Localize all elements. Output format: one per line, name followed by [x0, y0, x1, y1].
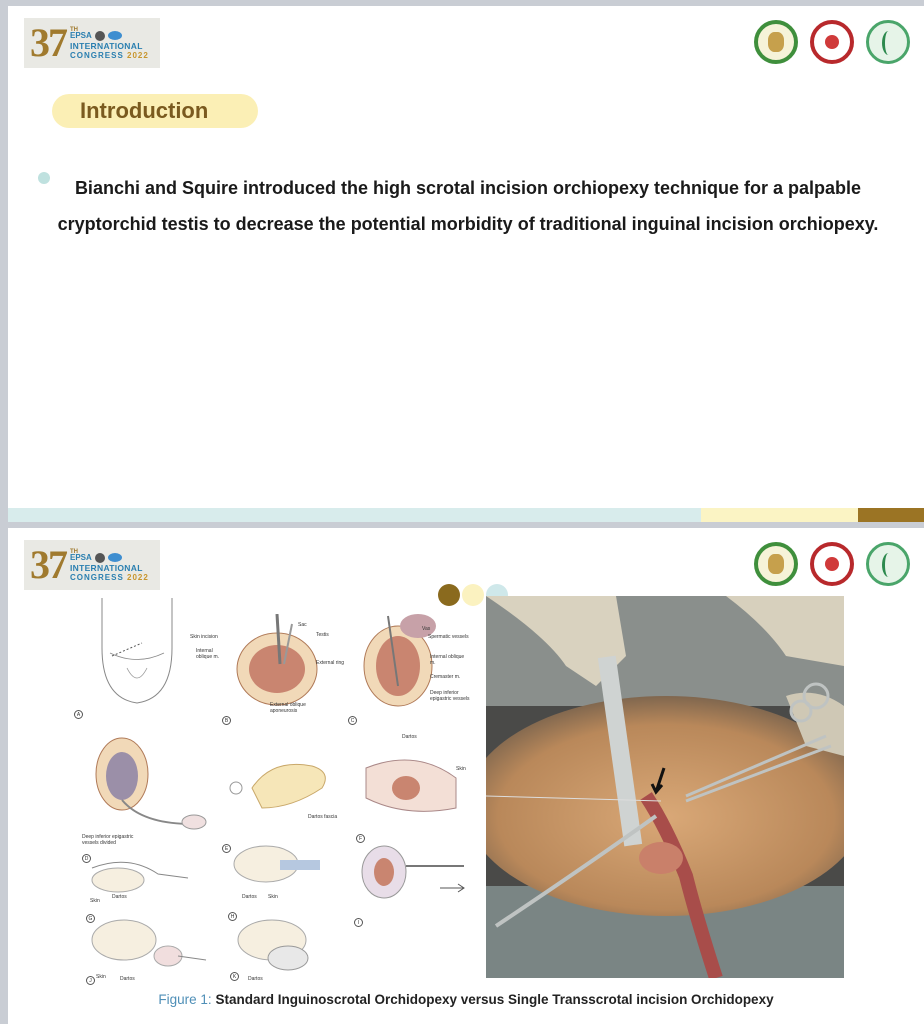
figure-caption — [8, 992, 924, 1007]
label-skin-j: Skin — [96, 974, 106, 980]
panel-letter: D — [82, 854, 91, 863]
panel-d-figure — [82, 734, 212, 834]
label-dartos-fascia: Dartos fascia — [308, 814, 338, 820]
intro-paragraph: Bianchi and Squire introduced the high scrotal incision orchiopexy technique for a palpable cryptorchid testis to decrease the potential morbidity of traditional inguinal incision orchiopexy. — [57, 178, 879, 234]
label-cremaster: Cremaster m. — [430, 674, 461, 680]
seal-teal-icon — [866, 542, 910, 586]
caption-text: Standard Inguinoscrotal Orchidopexy versus Single Transscrotal incision Orchidopexy — [215, 992, 774, 1007]
partner-seals — [754, 20, 910, 64]
label-external-oblique: External oblique aponeurosis — [270, 702, 306, 714]
label-vas: Vas — [422, 626, 431, 632]
panel-letter: H — [228, 912, 237, 921]
panel-g-figure — [88, 854, 198, 904]
caption-label: Figure 1: — [158, 992, 212, 1007]
seal-green-icon — [754, 20, 798, 64]
mini-globe-icon — [108, 31, 122, 40]
panel-h-figure — [230, 838, 340, 898]
logo-congress-word: CONGRESS — [70, 572, 124, 582]
seal-green-icon — [754, 542, 798, 586]
congress-logo — [24, 540, 160, 590]
mini-globe-icon — [108, 553, 122, 562]
panel-letter: J — [86, 976, 95, 985]
mini-seal-icon — [95, 31, 105, 41]
logo-international: INTERNATIONAL — [70, 40, 143, 51]
label-external-ring: External ring — [316, 660, 345, 666]
seal-red-crescent-icon — [810, 20, 854, 64]
panel-i-figure — [354, 838, 474, 908]
panel-letter: C — [348, 716, 357, 725]
label-internal-oblique-2: Internal oblique m. — [430, 654, 465, 666]
panel-letter: G — [86, 914, 95, 923]
panel-letter: A — [74, 710, 83, 719]
footer-color-bar — [8, 508, 924, 522]
panel-letter: F — [356, 834, 365, 843]
panel-f-figure — [356, 738, 466, 828]
panel-j-figure — [88, 916, 208, 976]
logo-year: 2022 — [127, 50, 149, 60]
label-internal-oblique: Internal oblique m. — [196, 648, 220, 660]
label-vessels-divided: Deep inferior epigastric vessels divided — [82, 834, 134, 846]
panel-letter: B — [222, 716, 231, 725]
label-skin: Skin — [456, 766, 466, 772]
panel-a-figure — [82, 598, 192, 708]
logo-number: 37 — [30, 542, 66, 587]
panel-k-figure — [232, 916, 342, 976]
seal-teal-icon — [866, 20, 910, 64]
logo-international: INTERNATIONAL — [70, 562, 143, 573]
label-skin-g: Skin — [90, 898, 100, 904]
logo-ordinal: TH — [70, 26, 78, 33]
logo-epsa: EPSA — [70, 31, 92, 40]
partner-seals — [754, 542, 910, 586]
surgical-steps-illustration — [72, 598, 474, 990]
label-spermatic-vessels: Spermatic vessels — [428, 634, 469, 640]
mini-seal-icon — [95, 553, 105, 563]
logo-number: 37 — [30, 20, 66, 65]
slide-introduction — [8, 6, 924, 522]
logo-epsa: EPSA — [70, 553, 92, 562]
panel-e-figure — [222, 748, 342, 818]
panel-letter: E — [222, 844, 231, 853]
panel-letter: K — [230, 972, 239, 981]
panel-letter: I — [354, 918, 363, 927]
slide-figure — [8, 528, 924, 1024]
logo-ordinal: TH — [70, 548, 78, 555]
label-dartos-g: Dartos — [112, 894, 127, 900]
label-deep-inferior: Deep inferior epigastric vessels — [430, 690, 470, 702]
label-dartos: Dartos — [402, 734, 417, 740]
seal-red-crescent-icon — [810, 542, 854, 586]
label-testis: Testis — [316, 632, 329, 638]
label-dartos-j: Dartos — [120, 976, 135, 982]
operative-photo — [486, 596, 844, 978]
label-dartos-h: Dartos — [242, 894, 257, 900]
logo-year: 2022 — [127, 572, 149, 582]
label-skin-h: Skin — [268, 894, 278, 900]
label-dartos-k: Dartos — [248, 976, 263, 982]
logo-congress-word: CONGRESS — [70, 50, 124, 60]
label-skin-incision: Skin incision — [190, 634, 218, 640]
section-heading: Introduction — [52, 94, 258, 128]
congress-logo — [24, 18, 160, 68]
label-sac: Sac — [298, 622, 307, 628]
